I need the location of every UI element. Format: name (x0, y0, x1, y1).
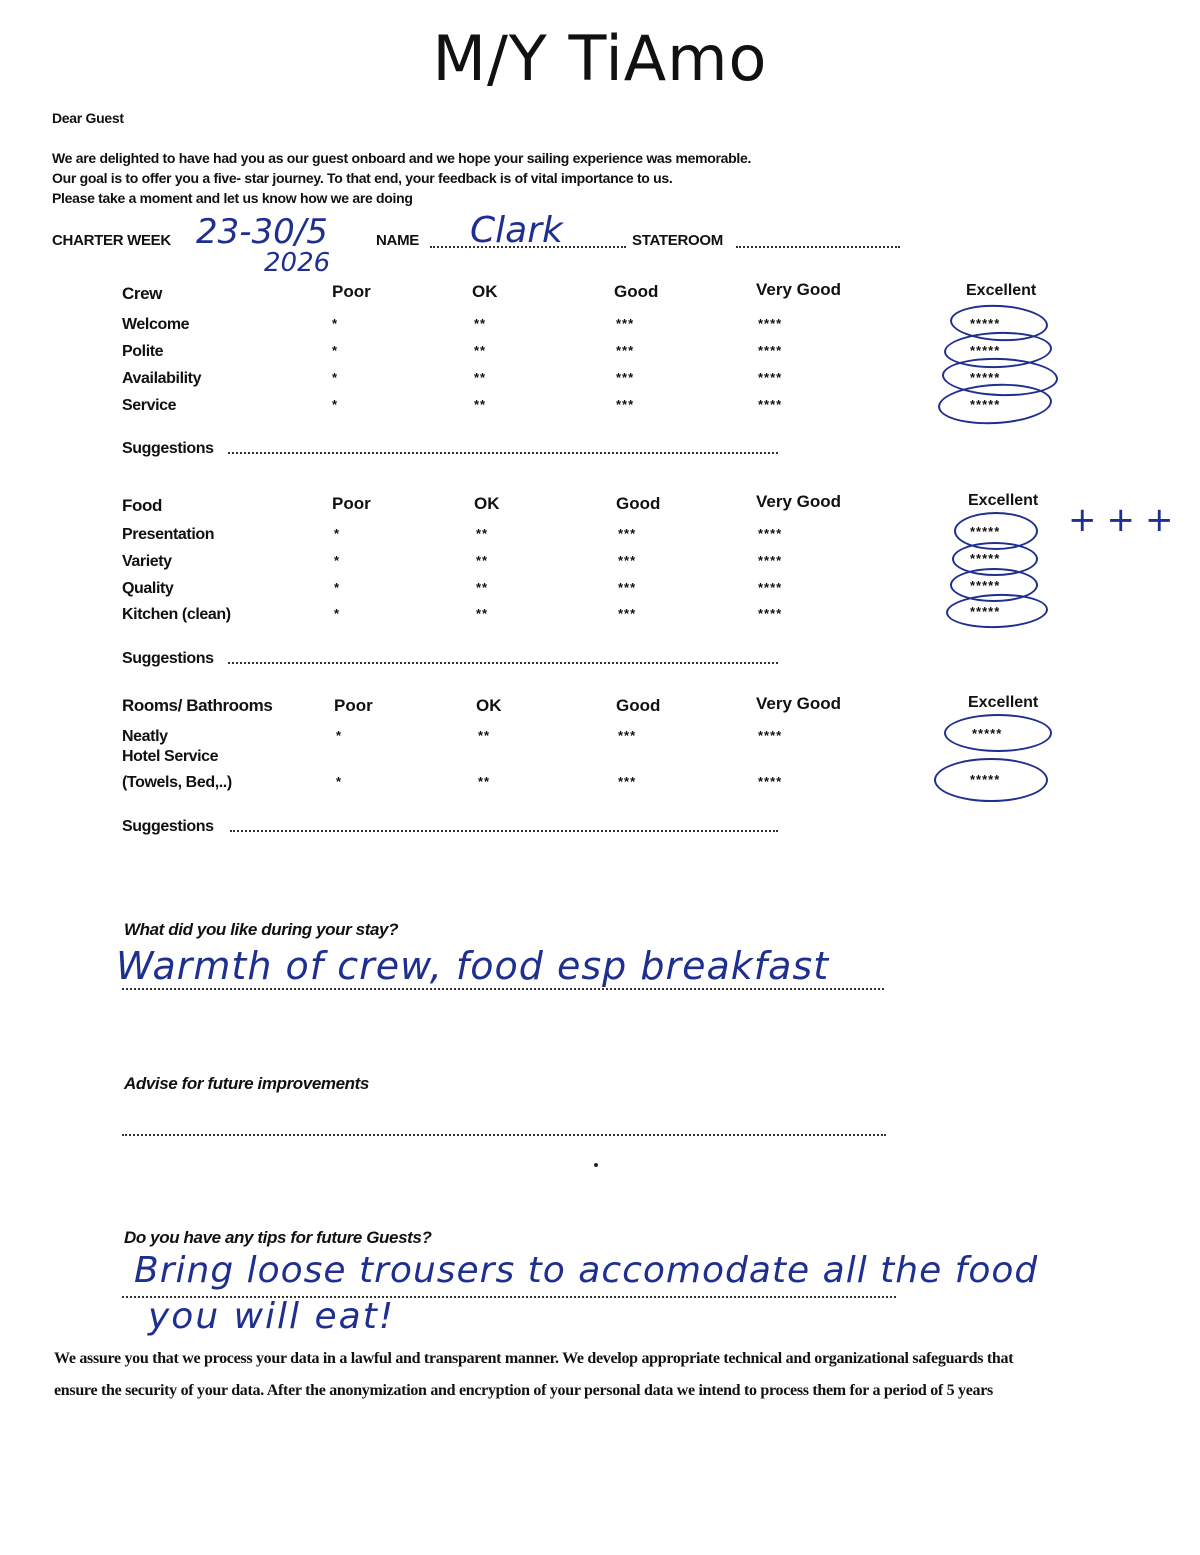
food-presentation-verygood[interactable]: **** (758, 526, 783, 541)
rooms-section-title: Rooms/ Bathrooms (122, 696, 273, 715)
food-variety-ok[interactable]: ** (476, 553, 489, 568)
food-variety-excellent[interactable]: ***** (970, 551, 1001, 566)
food-presentation-poor[interactable]: * (334, 526, 341, 541)
crew-service-verygood[interactable]: **** (758, 397, 783, 412)
food-col-excellent: Excellent (968, 492, 1039, 509)
rooms-col-ok: OK (476, 696, 502, 715)
crew-col-verygood: Very Good (756, 280, 842, 299)
food-presentation-good[interactable]: *** (618, 526, 637, 541)
crew-availability-excellent[interactable]: ***** (970, 370, 1001, 385)
crew-col-excellent: Excellent (966, 282, 1037, 299)
crew-service-ok[interactable]: ** (474, 397, 487, 412)
crew-service-circle (937, 381, 1053, 427)
food-col-good: Good (616, 494, 661, 513)
crew-welcome-poor[interactable]: * (332, 316, 339, 331)
food-kitchen-circle (945, 592, 1048, 630)
food-section-title: Food (122, 496, 162, 515)
food-col-verygood: Very Good (756, 492, 842, 511)
tips-label: Do you have any tips for future Guests? (124, 1228, 432, 1247)
rooms-hotel-excellent[interactable]: ***** (970, 772, 1001, 787)
privacy-line-2: ensure the security of your data. After the anonymization and encryption of your personal data we intend to process them for a period of 5 years (54, 1382, 993, 1399)
rooms-neatly-good[interactable]: *** (618, 728, 637, 743)
crew-polite-ok[interactable]: ** (474, 343, 487, 358)
food-kitchen-poor[interactable]: * (334, 606, 341, 621)
crew-welcome-excellent[interactable]: ***** (970, 316, 1001, 331)
food-item-variety: Variety (122, 553, 172, 570)
crew-suggestions-label: Suggestions (122, 440, 214, 457)
rooms-hotel-verygood[interactable]: **** (758, 774, 783, 789)
food-col-ok: OK (474, 494, 500, 513)
food-kitchen-good[interactable]: *** (618, 606, 637, 621)
food-variety-poor[interactable]: * (334, 553, 341, 568)
crew-polite-good[interactable]: *** (616, 343, 635, 358)
liked-answer[interactable]: Warmth of crew, food esp breakfast (116, 944, 830, 988)
food-kitchen-ok[interactable]: ** (476, 606, 489, 621)
crew-col-good: Good (614, 282, 659, 301)
stateroom-field[interactable] (736, 246, 900, 248)
food-item-presentation: Presentation (122, 526, 215, 543)
rooms-neatly-ok[interactable]: ** (478, 728, 491, 743)
crew-col-ok: OK (472, 282, 498, 301)
crew-item-service: Service (122, 397, 177, 414)
intro-line-1: We are delighted to have had you as our guest onboard and we hope your sailing experience was memorable. (52, 150, 752, 166)
food-presentation-ok[interactable]: ** (476, 526, 489, 541)
food-note: +++ (1068, 500, 1184, 540)
food-kitchen-verygood[interactable]: **** (758, 606, 783, 621)
rooms-hotel-ok[interactable]: ** (478, 774, 491, 789)
food-quality-good[interactable]: *** (618, 580, 637, 595)
liked-line (122, 988, 884, 990)
crew-polite-poor[interactable]: * (332, 343, 339, 358)
rooms-suggestions-field[interactable] (230, 830, 778, 832)
advise-field[interactable] (122, 1134, 886, 1136)
crew-section-title: Crew (122, 284, 162, 303)
crew-welcome-ok[interactable]: ** (474, 316, 487, 331)
rooms-item-towels-bed: (Towels, Bed,..) (122, 774, 232, 791)
food-quality-verygood[interactable]: **** (758, 580, 783, 595)
charter-week-label: CHARTER WEEK (52, 232, 171, 249)
food-variety-verygood[interactable]: **** (758, 553, 783, 568)
food-quality-excellent[interactable]: ***** (970, 578, 1001, 593)
rooms-neatly-circle (944, 714, 1052, 752)
crew-welcome-good[interactable]: *** (616, 316, 635, 331)
crew-welcome-verygood[interactable]: **** (758, 316, 783, 331)
crew-col-poor: Poor (332, 282, 371, 301)
name-label: NAME (376, 232, 419, 249)
rooms-neatly-excellent[interactable]: ***** (972, 726, 1003, 741)
food-item-kitchen: Kitchen (clean) (122, 606, 231, 623)
liked-label: What did you like during your stay? (124, 920, 399, 939)
charter-year-value[interactable]: 2026 (264, 248, 331, 278)
rooms-col-good: Good (616, 696, 661, 715)
intro-line-2: Our goal is to offer you a five- star journey. To that end, your feedback is of vital importance to us. (52, 170, 673, 186)
tips-answer-line-2[interactable]: you will eat! (148, 1296, 396, 1337)
rooms-neatly-verygood[interactable]: **** (758, 728, 783, 743)
crew-service-excellent[interactable]: ***** (970, 397, 1001, 412)
name-value[interactable]: Clark (470, 210, 563, 251)
crew-service-good[interactable]: *** (616, 397, 635, 412)
crew-item-polite: Polite (122, 343, 164, 360)
stateroom-label: STATEROOM (632, 232, 723, 249)
crew-availability-poor[interactable]: * (332, 370, 339, 385)
food-kitchen-excellent[interactable]: ***** (970, 604, 1001, 619)
page-title: M/Y TiAmo (432, 22, 768, 95)
crew-availability-good[interactable]: *** (616, 370, 635, 385)
crew-suggestions-field[interactable] (228, 452, 778, 454)
privacy-line-1: We assure you that we process your data in a lawful and transparent manner. We develop appropriate technical and organizational safeguards that (54, 1350, 1014, 1367)
stray-dot (594, 1163, 598, 1167)
rooms-hotel-good[interactable]: *** (618, 774, 637, 789)
food-col-poor: Poor (332, 494, 371, 513)
food-variety-good[interactable]: *** (618, 553, 637, 568)
crew-polite-excellent[interactable]: ***** (970, 343, 1001, 358)
rooms-hotel-poor[interactable]: * (336, 774, 343, 789)
greeting: Dear Guest (52, 110, 124, 126)
crew-service-poor[interactable]: * (332, 397, 339, 412)
crew-availability-verygood[interactable]: **** (758, 370, 783, 385)
rooms-suggestions-label: Suggestions (122, 818, 214, 835)
food-suggestions-label: Suggestions (122, 650, 214, 667)
food-quality-ok[interactable]: ** (476, 580, 489, 595)
crew-polite-verygood[interactable]: **** (758, 343, 783, 358)
food-suggestions-field[interactable] (228, 662, 778, 664)
food-presentation-excellent[interactable]: ***** (970, 524, 1001, 539)
rooms-neatly-poor[interactable]: * (336, 728, 343, 743)
charter-week-value[interactable]: 23-30/5 (196, 212, 328, 252)
intro-line-3: Please take a moment and let us know how we are doing (52, 190, 413, 206)
rooms-col-verygood: Very Good (756, 694, 842, 713)
rooms-item-hotel-service: Hotel Service (122, 748, 219, 765)
rooms-hotel-circle (934, 758, 1048, 802)
food-quality-poor[interactable]: * (334, 580, 341, 595)
rooms-item-neatly: Neatly (122, 728, 168, 745)
rooms-col-excellent: Excellent (968, 694, 1039, 711)
crew-item-welcome: Welcome (122, 316, 190, 333)
food-item-quality: Quality (122, 580, 174, 597)
rooms-col-poor: Poor (334, 696, 373, 715)
advise-label: Advise for future improvements (124, 1074, 369, 1093)
tips-answer-line-1[interactable]: Bring loose trousers to accomodate all the food (134, 1250, 1039, 1291)
crew-availability-ok[interactable]: ** (474, 370, 487, 385)
crew-item-availability: Availability (122, 370, 202, 387)
